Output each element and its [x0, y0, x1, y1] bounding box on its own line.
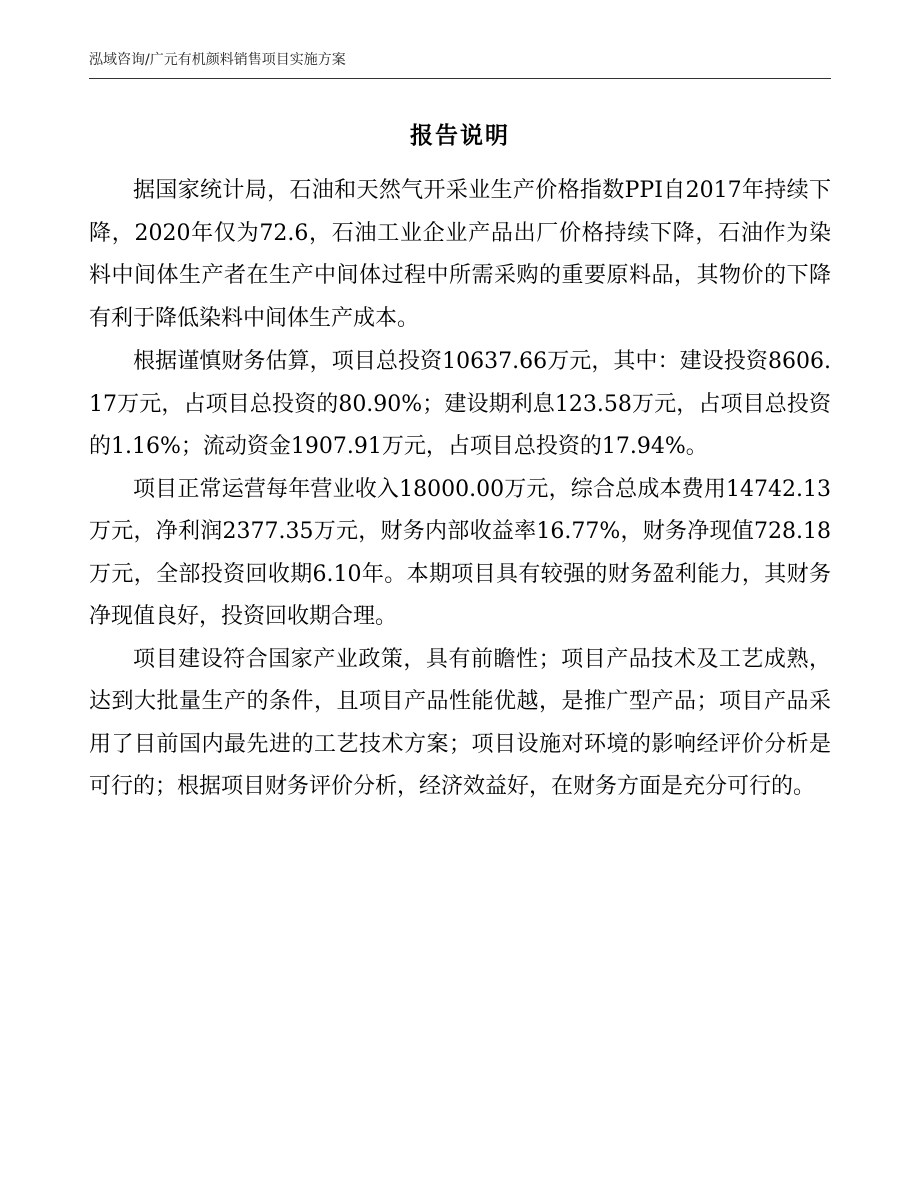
paragraph-ppi: 据国家统计局，石油和天然气开采业生产价格指数PPI自2017年持续下降，2020年仅为72.6，石油工业企业产品出厂价格持续下降，石油作为染料中间体生产者在生产中间体过程中所需采购的重要原料品，其物价的下降有利于降低染料中间体生产成本。	[89, 178, 831, 331]
running-header: 泓域咨询/广元有机颜料销售项目实施方案	[89, 52, 346, 68]
paragraph-feasibility: 项目建设符合国家产业政策，具有前瞻性；项目产品技术及工艺成熟，达到大批量生产的条件，且项目产品性能优越，是推广型产品；项目产品采用了目前国内最先进的工艺技术方案；项目设施对环境的影响经评价分析是可行的；根据项目财务评价分析，经济效益好，在财务方面是充分可行的。	[89, 646, 831, 799]
report-body	[89, 170, 831, 809]
header-rule	[89, 78, 831, 79]
paragraph-revenue: 项目正常运营每年营业收入18000.00万元，综合总成本费用14742.13万元，净利润2377.35万元，财务内部收益率16.77%，财务净现值728.18万元，全部投资回收期6.10年。本期项目具有较强的财务盈利能力，其财务净现值良好，投资回收期合理。	[89, 476, 831, 629]
paragraph-investment: 根据谨慎财务估算，项目总投资10637.66万元，其中：建设投资8606.17万元，占项目总投资的80.90%；建设期利息123.58万元，占项目总投资的1.16%；流动资金1907.91万元，占项目总投资的17.94%。	[89, 349, 831, 459]
section-title: 报告说明	[410, 123, 510, 149]
